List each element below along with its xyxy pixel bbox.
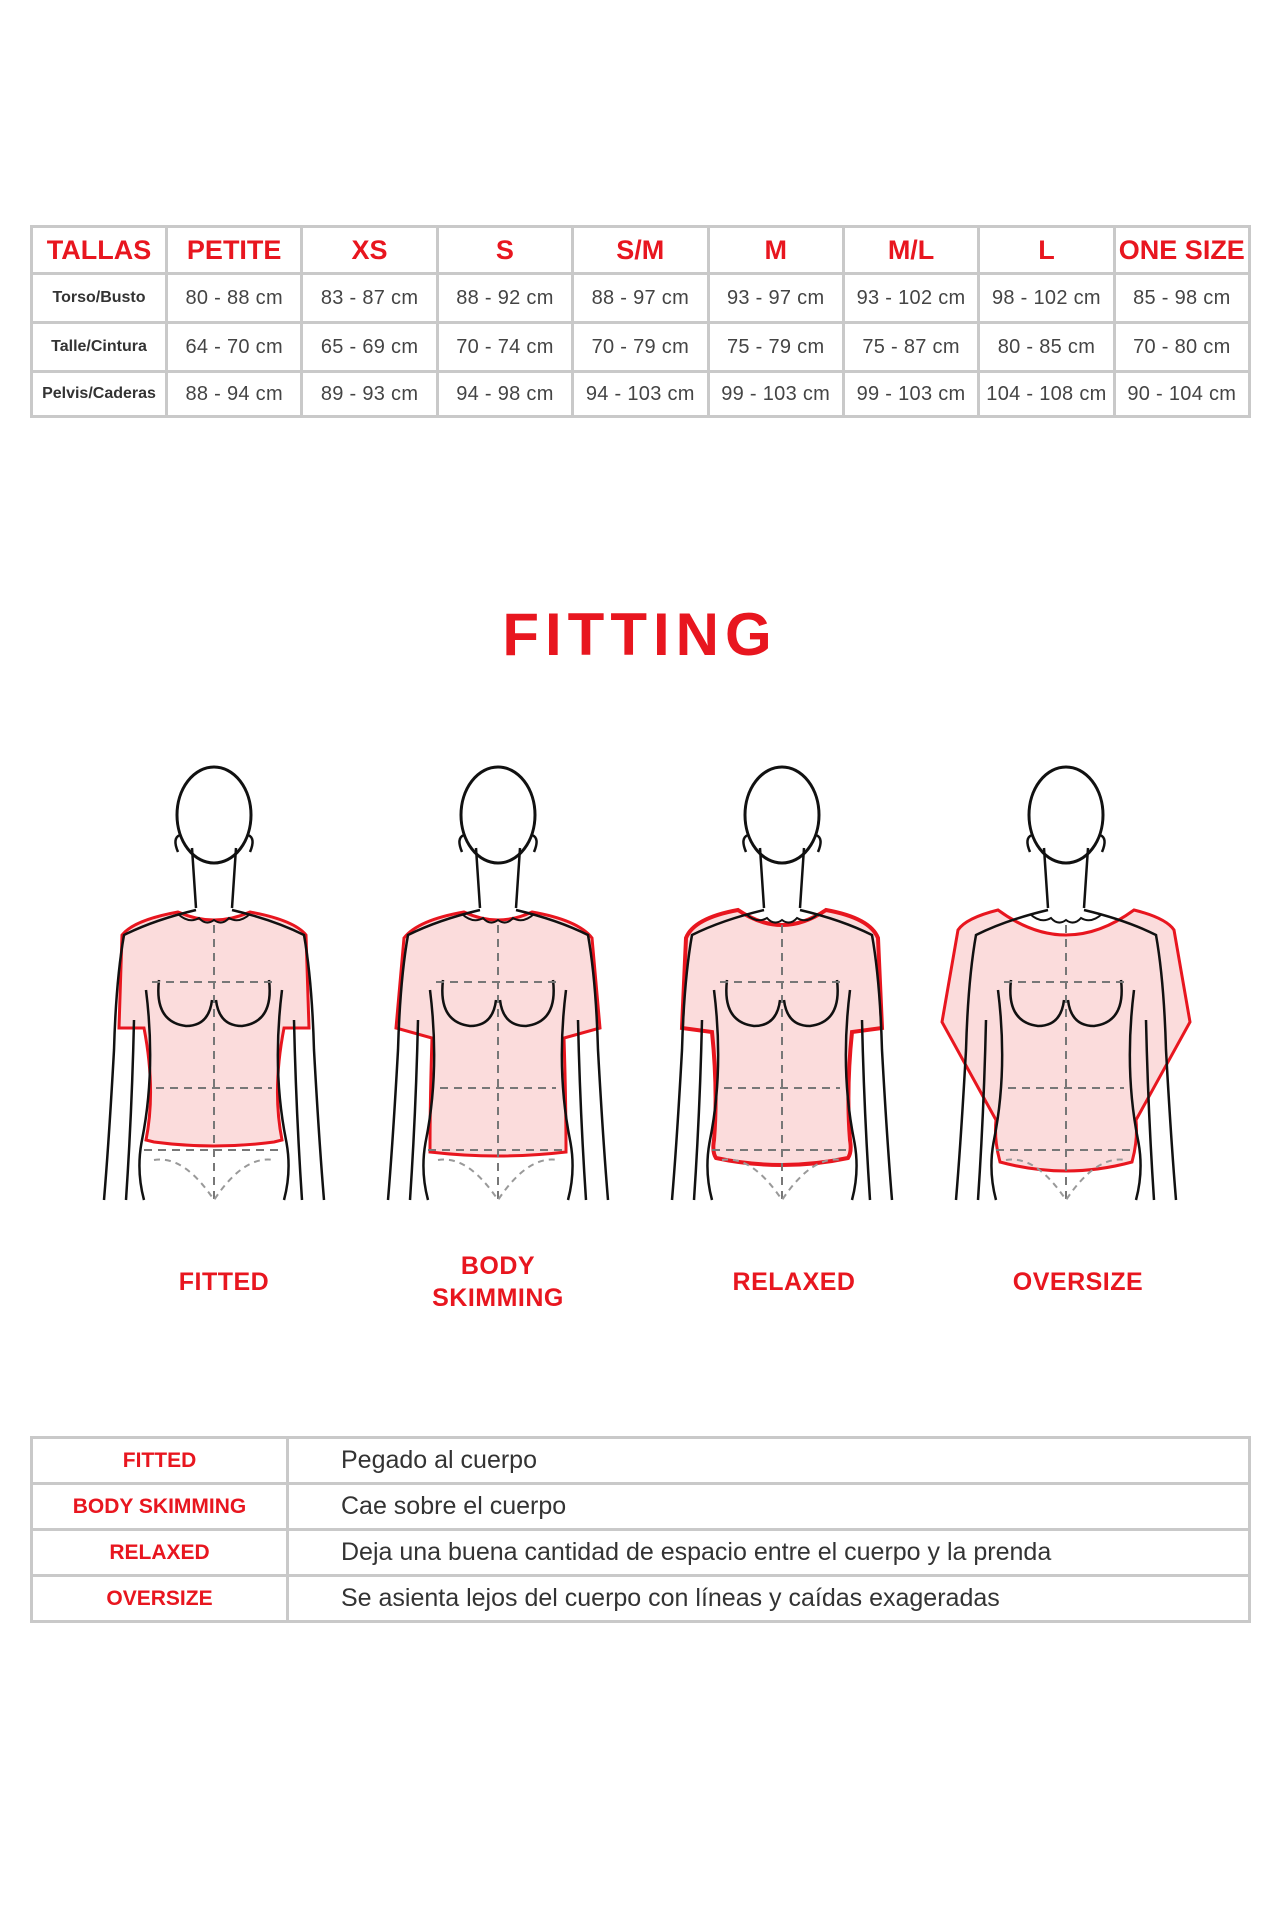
measure-value: 88 - 97 cm [573,274,708,323]
measure-value: 80 - 85 cm [979,323,1114,372]
size-header-cell: PETITE [167,227,302,274]
fitting-figures [0,760,1280,1220]
size-header-cell: ONE SIZE [1114,227,1249,274]
table-row [32,1484,1250,1530]
measure-value: 65 - 69 cm [302,323,437,372]
measure-label: Talle/Cintura [32,323,167,372]
measure-value: 104 - 108 cm [979,372,1114,417]
measure-value: 93 - 102 cm [843,274,978,323]
table-row [32,372,1250,417]
relaxed-figure-icon [672,767,892,1200]
measure-value: 98 - 102 cm [979,274,1114,323]
table-row [32,323,1250,372]
size-header-cell: M/L [843,227,978,274]
measure-value: 94 - 98 cm [437,372,572,417]
relaxed-label-text: RELAXED [732,1268,856,1296]
fit-description: Cae sobre el cuerpo [288,1484,1250,1530]
measure-value: 94 - 103 cm [573,372,708,417]
size-header-cell: M [708,227,843,274]
table-row [32,1576,1250,1622]
fit-name: FITTED [32,1438,288,1484]
fit-description: Pegado al cuerpo [288,1438,1250,1484]
fit-description: Se asienta lejos del cuerpo con líneas y caídas exageradas [288,1576,1250,1622]
measure-value: 90 - 104 cm [1114,372,1249,417]
oversize-label [948,1266,1208,1298]
fitted-label-text: FITTED [178,1268,270,1296]
fit-name: RELAXED [32,1530,288,1576]
table-row [32,1530,1250,1576]
measure-value: 70 - 80 cm [1114,323,1249,372]
measure-value: 64 - 70 cm [167,323,302,372]
measure-value: 88 - 94 cm [167,372,302,417]
measure-value: 89 - 93 cm [302,372,437,417]
measure-value: 88 - 92 cm [437,274,572,323]
measure-value: 93 - 97 cm [708,274,843,323]
measure-value: 70 - 79 cm [573,323,708,372]
measure-value: 99 - 103 cm [708,372,843,417]
size-header-cell: XS [302,227,437,274]
measure-value: 83 - 87 cm [302,274,437,323]
measure-label: Torso/Busto [32,274,167,323]
size-chart-table [30,225,1251,418]
body-skimming-label-line2: SKIMMING [432,1284,564,1312]
fitted-figure-icon [104,767,324,1200]
fit-name: BODY SKIMMING [32,1484,288,1530]
size-chart-header-row [32,227,1250,274]
fitted-label [94,1266,354,1298]
measure-label: Pelvis/Caderas [32,372,167,417]
size-header-cell: L [979,227,1114,274]
table-row [32,274,1250,323]
oversize-label-text: OVERSIZE [1012,1268,1144,1296]
size-header-cell: S/M [573,227,708,274]
measure-value: 75 - 87 cm [843,323,978,372]
measure-value: 70 - 74 cm [437,323,572,372]
oversize-figure-icon [942,767,1190,1200]
measure-value: 99 - 103 cm [843,372,978,417]
body-skimming-label [368,1250,628,1314]
relaxed-label [664,1266,924,1298]
measure-value: 75 - 79 cm [708,323,843,372]
fit-description-table [30,1436,1251,1623]
size-header-cell: TALLAS [32,227,167,274]
body-skimming-label-line1: BODY [460,1252,536,1280]
size-header-cell: S [437,227,572,274]
fit-name: OVERSIZE [32,1576,288,1622]
body-skimming-figure-icon [388,767,608,1200]
fit-description: Deja una buena cantidad de espacio entre el cuerpo y la prenda [288,1530,1250,1576]
measure-value: 80 - 88 cm [167,274,302,323]
fitting-title: FITTING [502,601,778,668]
table-row [32,1438,1250,1484]
measure-value: 85 - 98 cm [1114,274,1249,323]
